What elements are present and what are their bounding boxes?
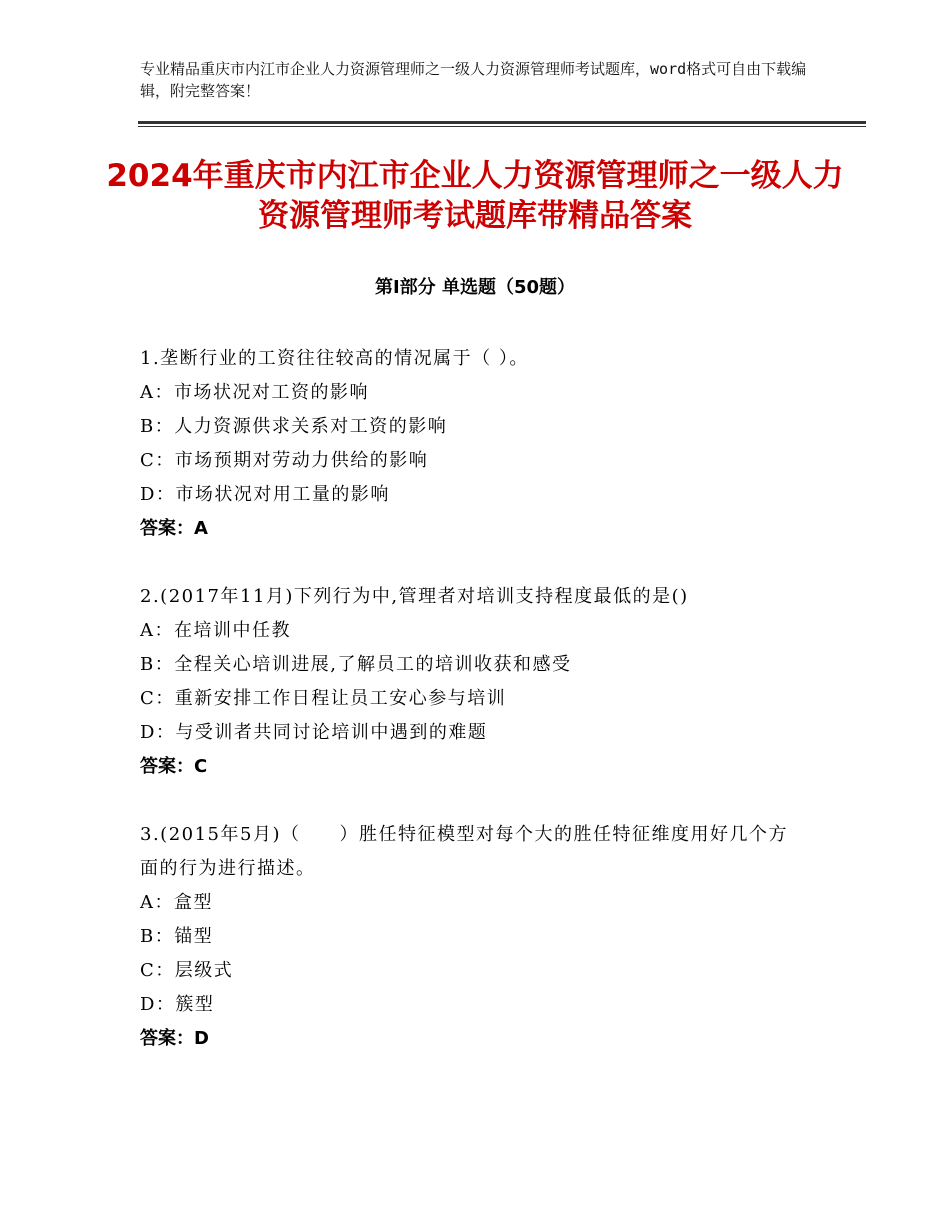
option-a: A：市场状况对工资的影响 [140,382,369,403]
option-c: C：层级式 [140,960,234,981]
section-heading: 第Ⅰ部分 单选题（50题） [374,277,575,298]
option-a: A：盒型 [140,892,213,913]
question-3 [140,818,820,1056]
question-2 [140,580,820,784]
header-rule-thick [138,121,866,124]
option-c: C：重新安排工作日程让员工安心参与培训 [140,688,507,709]
option-a: A：在培训中任教 [140,620,291,641]
question-list [140,342,820,1090]
question-stem: 3.(2015年5月)（ ）胜任特征模型对每个大的胜任特征维度用好几个方面的行为进行描述。 [140,824,788,879]
option-b: B：全程关心培训进展,了解员工的培训收获和感受 [140,654,572,675]
option-b: B：锚型 [140,926,214,947]
document-title: 2024年重庆市内江市企业人力资源管理师之一级人力资源管理师考试题库带精品答案 [106,158,844,234]
answer-line: 答案：D [140,1028,209,1049]
question-stem: 1.垄断行业的工资往往较高的情况属于（ ）。 [140,348,529,369]
question-1 [140,342,820,546]
answer-line: 答案：A [140,518,208,539]
option-d: D：市场状况对用工量的影响 [140,484,390,505]
header-note: 专业精品重庆市内江市企业人力资源管理师之一级人力资源管理师考试题库，word格式可自由下载编辑，附完整答案！ [140,60,807,100]
header-rule-thin [138,126,866,127]
option-d: D：与受训者共同讨论培训中遇到的难题 [140,722,488,743]
question-stem: 2.(2017年11月)下列行为中,管理者对培训支持程度最低的是() [140,586,689,607]
option-b: B：人力资源供求关系对工资的影响 [140,416,448,437]
option-d: D：簇型 [140,994,215,1015]
option-c: C：市场预期对劳动力供给的影响 [140,450,429,471]
answer-line: 答案：C [140,756,208,777]
